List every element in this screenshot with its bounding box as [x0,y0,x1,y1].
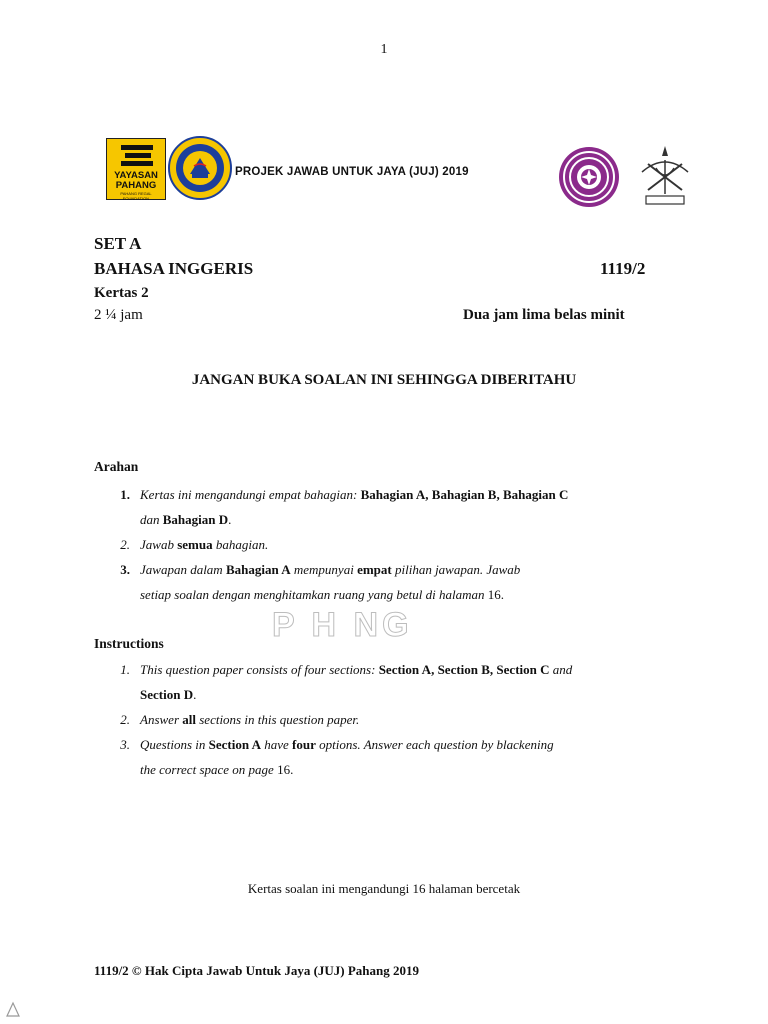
paper-code: 1119/2 [600,259,646,278]
item-bold-text: Bahagian A [225,562,291,577]
page-count-note: Kertas soalan ini mengandungi 16 halaman bercetak [247,881,521,896]
arahan-item-1 [110,482,690,532]
instructions-item-2 [110,707,690,732]
item-text: Jawapan dalam [140,562,223,577]
page-number: 1 [380,42,388,57]
logo-stripe [121,161,153,166]
pahang-crest-logo [634,142,696,212]
item-bold-text: four [292,737,316,752]
item-bold-text: semua [177,537,213,552]
item-text: Jawab [140,537,174,552]
subject-title: BAHASA INGGERIS [94,259,254,278]
logo-stripe [121,145,153,150]
item-text: This question paper consists of four sections: [140,662,376,677]
item-text: Questions in [140,737,206,752]
item-bold-text: all [182,712,196,727]
item-text: and [552,662,573,677]
duration-long: Dua jam lima belas minit [463,307,625,323]
item-text: Kertas ini mengandungi empat bahagian: [140,487,358,502]
item-number: 2. [120,537,130,552]
item-text: sections in this question paper. [199,712,360,727]
page-ref: 16. [487,587,504,602]
copyright-line: 1119/2 © Hak Cipta Jawab Untuk Jaya (JUJ) Pahang 2019 [94,963,420,978]
yayasan-pahang-logo [106,138,166,200]
item-text: setiap soalan dengan menghitamkan ruang yang betul di halaman [140,587,485,602]
arahan-item-2 [110,532,690,557]
item-bold-text: Section A [208,737,261,752]
do-not-open-notice: JANGAN BUKA SOALAN INI SEHINGGA DIBERITAHU [191,372,577,388]
logo-stripe [125,153,151,158]
item-number: 1. [120,662,130,677]
arahan-item-3 [110,557,690,607]
item-text: . [228,512,232,527]
purple-emblem-logo [558,146,620,208]
item-text: options. Answer each question by blackening [319,737,554,752]
item-text: dan [140,512,160,527]
item-text: Answer [140,712,179,727]
item-bold-text: Bahagian A, Bahagian B, Bahagian C [360,487,569,502]
item-text: . [193,687,197,702]
set-label: SET A [94,234,142,253]
instructions-item-1 [110,657,690,707]
duration-short: 2 ¼ jam [94,307,143,323]
kpm-logo [168,136,232,200]
item-number: 3. [120,562,130,577]
item-bold-text: Bahagian D [162,512,229,527]
item-text: bahagian. [215,537,269,552]
watermark: P H NG [272,606,413,644]
item-text: mempunyai [293,562,354,577]
item-bold-text: Section D [140,687,194,702]
arahan-heading: Arahan [94,459,139,474]
instructions-heading: Instructions [94,636,164,651]
logo-text-line1: YAYASAN PAHANG [114,170,158,191]
item-text: pilihan jawapan. Jawab [394,562,521,577]
item-bold-text: Section A, Section B, Section C [378,662,550,677]
item-bold-text: empat [357,562,392,577]
project-title: PROJEK JAWAB UNTUK JAYA (JUJ) 2019 [235,166,469,178]
item-number: 3. [120,737,130,752]
paper-number: Kertas 2 [94,285,149,301]
logo-tagline: PAHANG REGAL FOUNDATION [120,191,152,201]
page-ref: 16. [277,762,294,777]
item-number: 1. [120,487,130,502]
viewer-triangle-icon [4,1000,22,1018]
item-number: 2. [120,712,130,727]
item-text: the correct space on page [140,762,274,777]
instructions-item-3 [110,732,690,782]
item-text: have [264,737,289,752]
